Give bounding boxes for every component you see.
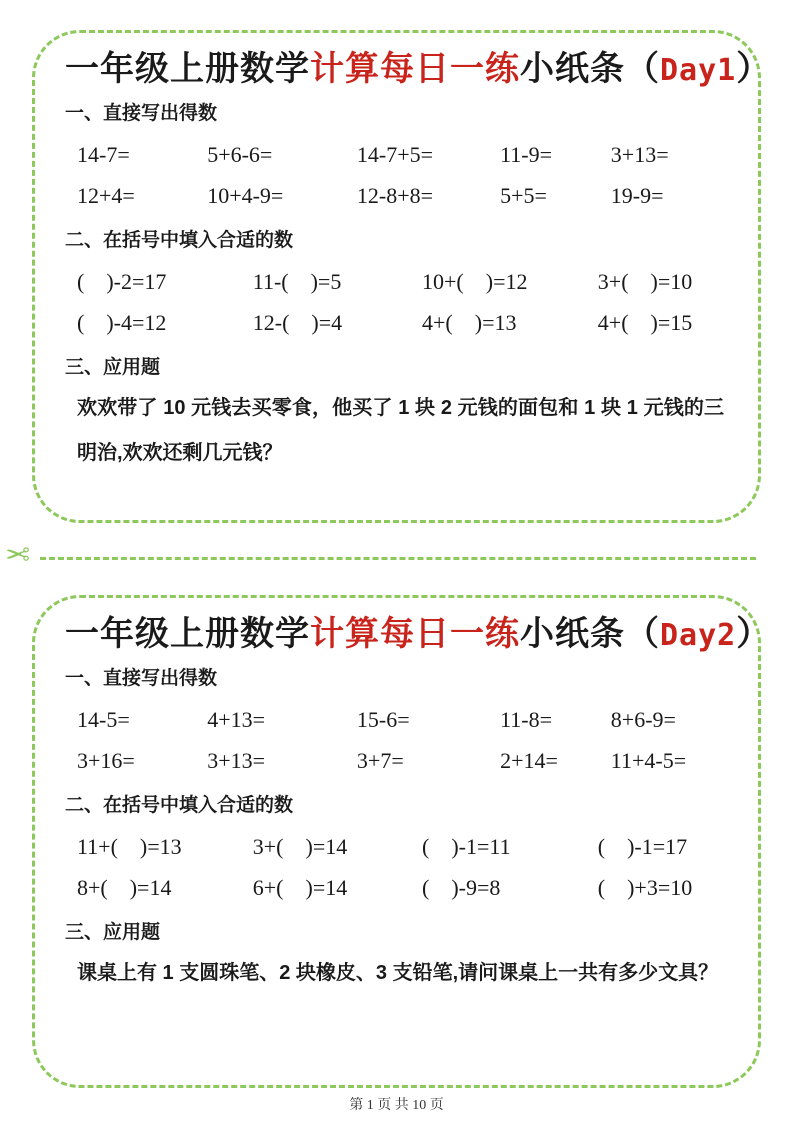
math-problem: 3+( )=10: [597, 269, 693, 294]
day1-section1-header: 一、直接写出得数: [65, 103, 218, 124]
day2-title-paren-close: ）: [736, 615, 772, 653]
math-problem: 4+( )=13: [422, 310, 517, 335]
day2-section1-header: 一、直接写出得数: [65, 668, 218, 689]
day1-section1-row2: [65, 184, 728, 208]
day1-section2-header: 二、在括号中填入合适的数: [65, 230, 294, 251]
math-problem: 11+( )=13: [77, 834, 182, 859]
day2-title-paren-open: （: [625, 615, 660, 653]
math-problem: 12-8+8=: [356, 183, 434, 208]
math-problem: 11+4-5=: [610, 748, 687, 773]
day1-title-day-label: Day1: [660, 53, 737, 88]
day2-title-prefix: 一年级上册数学: [65, 615, 310, 653]
day1-title-highlight: 计算每日一练: [310, 50, 520, 88]
math-problem: 14-7+5=: [356, 142, 434, 167]
day2-section3-header: 三、应用题: [65, 922, 161, 943]
day2-section2-row1: [65, 835, 728, 859]
math-problem: 19-9=: [610, 183, 664, 208]
scissors-icon: ✂: [5, 539, 31, 572]
math-problem: 3+7=: [356, 748, 404, 773]
math-problem: 14-7=: [77, 142, 130, 167]
day1-section2-row2: [65, 311, 728, 335]
math-problem: 11-8=: [500, 707, 553, 732]
math-problem: ( )-1=11: [422, 834, 511, 859]
day2-title-day-label: Day2: [660, 618, 737, 653]
math-problem: 12-( )=4: [252, 310, 343, 335]
math-problem: 5+6-6=: [207, 142, 273, 167]
math-problem: 8+( )=14: [77, 875, 172, 900]
math-problem: 3+13=: [207, 748, 266, 773]
day1-title-prefix: 一年级上册数学: [65, 50, 310, 88]
day2-word-problem: 课桌上有 1 支圆珠笔、2 块橡皮、3 支铅笔,请问课桌上一共有多少文具？: [77, 962, 719, 984]
page-number-footer: 第 1 页 共 10 页: [349, 1098, 444, 1113]
math-problem: 11-9=: [500, 142, 553, 167]
math-problem: ( )-1=17: [597, 834, 688, 859]
math-problem: 5+5=: [500, 183, 547, 208]
day1-section2-row1: [65, 270, 728, 294]
math-problem: 2+14=: [500, 748, 558, 773]
math-problem: 10+4-9=: [207, 183, 284, 208]
day2-title: [65, 614, 772, 656]
math-problem: 14-5=: [77, 707, 130, 732]
math-problem: 12+4=: [77, 183, 135, 208]
cut-dashed-line: [40, 557, 756, 560]
math-problem: 3+( )=14: [252, 834, 348, 859]
math-problem: 6+( )=14: [252, 875, 348, 900]
day1-word-problem: 欢欢带了 10 元钱去买零食，他买了 1 块 2 元钱的面包和 1 块 1 元钱的三明治,欢欢还剩几元钱？: [77, 397, 724, 464]
math-problem: 3+16=: [77, 748, 135, 773]
day1-title-paren-close: ）: [736, 50, 772, 88]
math-problem: ( )-9=8: [422, 875, 501, 900]
math-problem: ( )+3=10: [597, 875, 693, 900]
math-problem: ( )-4=12: [77, 310, 167, 335]
day2-section1-row2: [65, 749, 728, 773]
day1-section1-row1: [65, 143, 728, 167]
day2-card: [32, 595, 772, 1088]
math-problem: 11-( )=5: [252, 269, 342, 294]
day1-title: [65, 49, 772, 91]
math-problem: ( )-2=17: [77, 269, 167, 294]
math-problem: 4+( )=15: [597, 310, 693, 335]
day2-section1-row1: [65, 708, 728, 732]
day1-title-suffix: 小纸条: [520, 50, 625, 88]
day2-section2-row2: [65, 876, 728, 900]
math-problem: 4+13=: [207, 707, 266, 732]
day2-section2-header: 二、在括号中填入合适的数: [65, 795, 294, 816]
math-problem: 3+13=: [610, 142, 669, 167]
day2-title-suffix: 小纸条: [520, 615, 625, 653]
day1-title-paren-open: （: [625, 50, 660, 88]
math-problem: 15-6=: [356, 707, 410, 732]
day1-card: [32, 30, 772, 523]
day2-title-highlight: 计算每日一练: [310, 615, 520, 653]
day1-section3-header: 三、应用题: [65, 357, 161, 378]
math-problem: 8+6-9=: [610, 707, 676, 732]
math-problem: 10+( )=12: [422, 269, 528, 294]
